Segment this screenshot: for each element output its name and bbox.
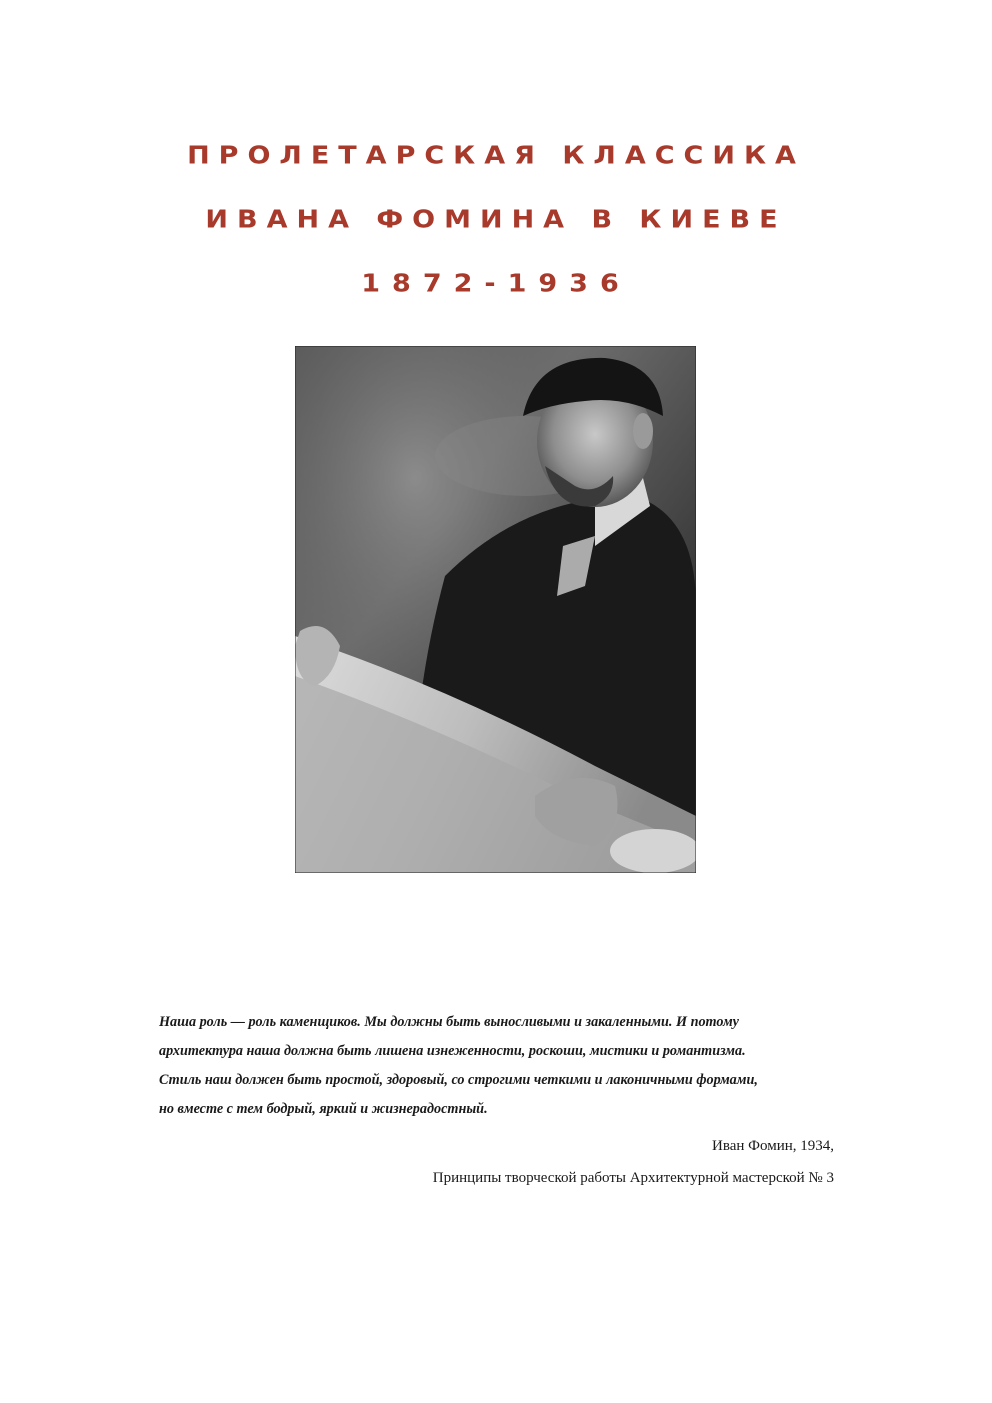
title-years: 1872-1936	[361, 269, 631, 298]
title-block	[0, 124, 992, 316]
attribution	[300, 1130, 834, 1194]
title-line-1: ПРОЛЕТАРСКАЯ КЛАССИКА	[187, 141, 805, 170]
attribution-source: Принципы творческой работы Архитектурной мастерской № 3	[432, 1170, 834, 1186]
attribution-author: Иван Фомин, 1934,	[711, 1138, 834, 1154]
portrait-photo-image	[295, 346, 696, 873]
quote-line-2: архитектура наша должна быть лишена изнеженности, роскоши, мистики и романтизма.	[159, 1043, 746, 1059]
quote-line-1: Наша роль — роль каменщиков. Мы должны быть выносливыми и закаленными. И потому	[159, 1014, 739, 1030]
title-line-2: ИВАНА ФОМИНА В КИЕВЕ	[205, 205, 787, 234]
quote-line-4: но вместе с тем бодрый, яркий и жизнерадостный.	[159, 1101, 488, 1117]
quote	[159, 1008, 849, 1124]
quote-line-3: Стиль наш должен быть простой, здоровый, со строгими четкими и лаконичными формами,	[159, 1072, 758, 1088]
portrait-photo	[295, 346, 696, 873]
